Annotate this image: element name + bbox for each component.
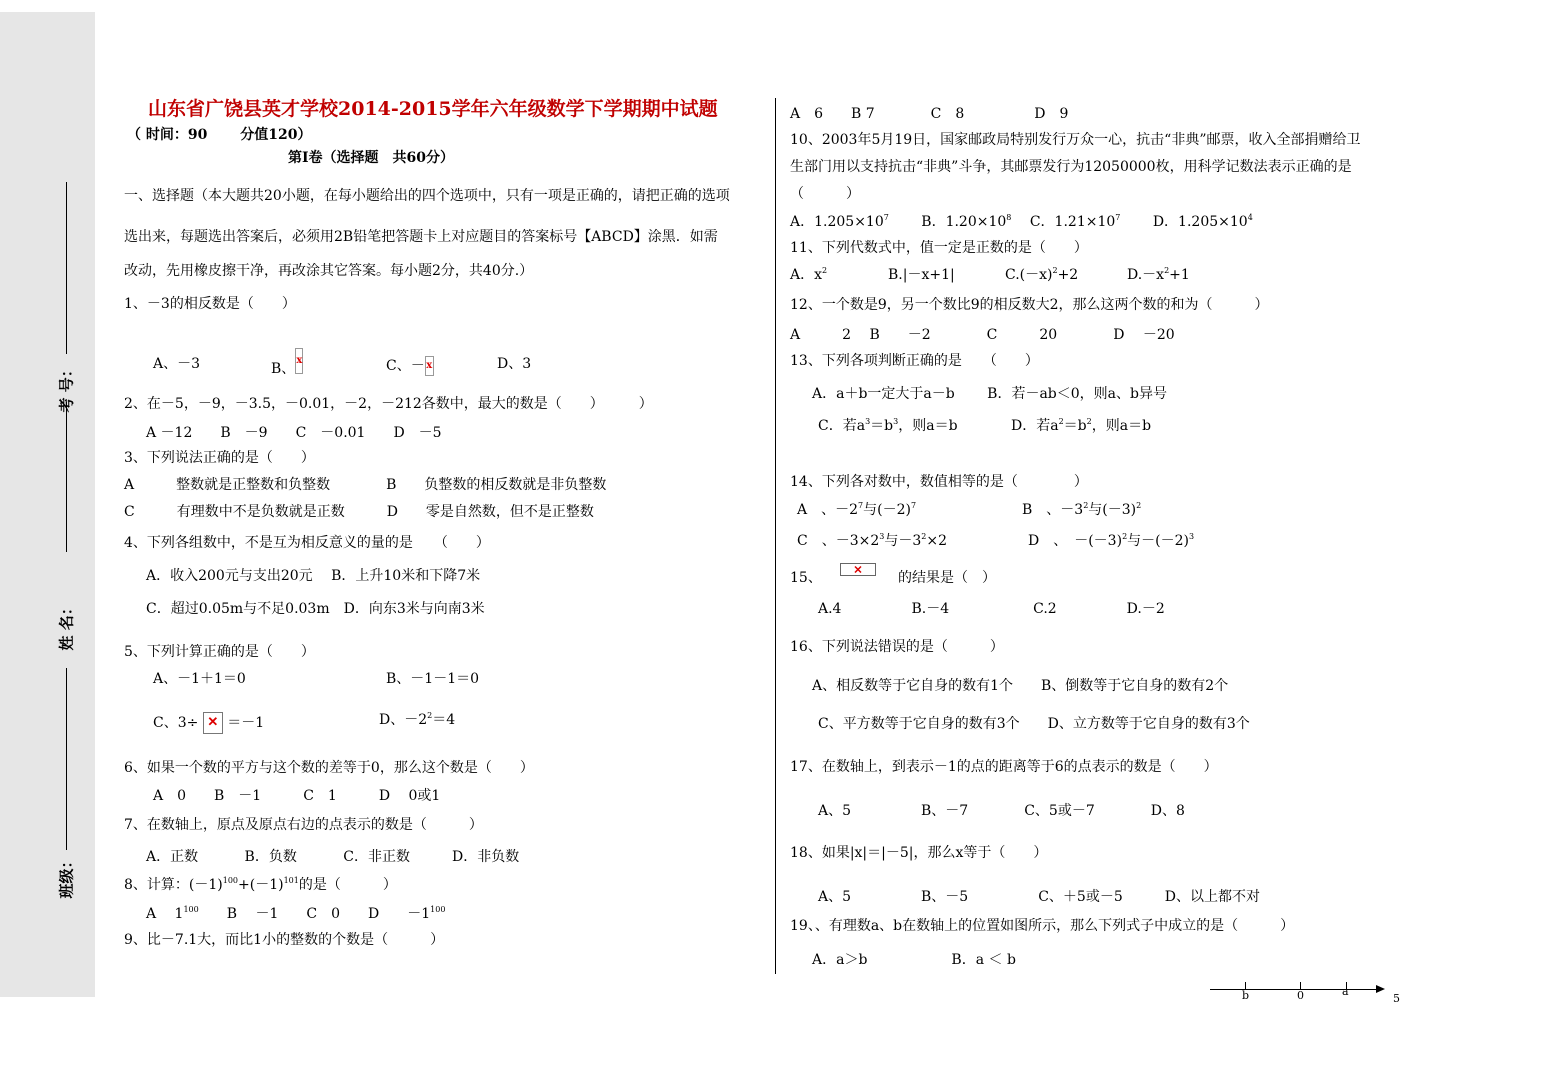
binding-strip [0, 12, 95, 997]
left-text-line-l4: 1、－3的相反数是（ ） [124, 296, 296, 312]
q10-options [790, 214, 1253, 230]
q13-d-exp2: 2 [1086, 417, 1092, 426]
right-text-line-r21: 17、在数轴上，到表示－1的点的距离等于6的点表示的数是（ ） [790, 759, 1218, 775]
q13-d-post: ，则a＝b [1091, 418, 1152, 434]
q10-b: B．1.20×10 [921, 214, 1007, 230]
q13-option-d [1011, 418, 1151, 434]
q10-c: C．1.21×10 [1029, 214, 1116, 230]
q8-opt-a: A 1 [146, 906, 184, 922]
left-text-line-l15: A、－1＋1＝0 [153, 671, 246, 687]
q11-option-b: B.|－x+1| [888, 267, 955, 283]
q5-d-post: ＝4 [432, 712, 456, 728]
q14-c-post: ×2 [926, 533, 948, 549]
right-text-line-r11: A．a＋b一定大于a－b B．若－ab＜0，则a、b异号 [812, 386, 1167, 402]
right-text-line-r25: 19、、有理数a、b在数轴上的位置如图所示，那么下列式子中成立的是（ ） [790, 918, 1295, 934]
exam-no-blank [66, 182, 67, 354]
q8-opt-d-exp: 100 [430, 905, 446, 914]
right-text-line-r1: A 6 B 7 C 8 D 9 [790, 106, 1069, 122]
q5-d-pre: D、－2 [379, 712, 428, 728]
label-zero: 0 [1297, 989, 1304, 1002]
right-text-line-r2: 10、2003年5月19日，国家邮政局特别发行万众一心，抗击“非典”邮票，收入全部捐赠给卫 [790, 132, 1361, 148]
q14-option-a [797, 502, 916, 518]
q1-option-a: A、－3 [153, 356, 201, 372]
right-text-line-r23: 18、如果|x|＝|－5|，那么x等于（ ） [790, 845, 1048, 861]
q11-option-a [790, 267, 827, 283]
right-text-line-r22: A、5 B、－7 C、5或－7 D、8 [818, 803, 1185, 819]
label-a: a [1342, 985, 1349, 998]
q1-option-b [271, 356, 303, 382]
q1-option-b-label: B、 [271, 361, 296, 377]
left-text-line-l12: A．收入200元与支出20元 B．上升10米和下降7米 [146, 568, 481, 584]
q11-d-post: +1 [1169, 267, 1190, 283]
q10-b-exp: 8 [1006, 213, 1012, 222]
broken-image-icon: ✕ [203, 712, 223, 734]
q14-c-exp2: 2 [921, 532, 927, 541]
q5-option-c [153, 712, 264, 734]
q13-option-c [818, 418, 958, 434]
q1-option-c [386, 356, 434, 376]
right-text-line-r16b: 的结果是（ ） [898, 570, 996, 586]
q8-exp2: 101 [283, 876, 299, 885]
page-title: 山东省广饶县英才学校2014-2015学年六年级数学下学期期中试题 [148, 98, 718, 120]
q14-c-mid: 与－3 [884, 533, 922, 549]
exam-no-label: 考 号： [57, 362, 76, 413]
q11-d: D.－x [1127, 267, 1165, 283]
q13-c-pre: C．若a [818, 418, 866, 434]
q14-d-exp1: 2 [1122, 532, 1128, 541]
left-text-line-l11: 4、下列各组数中，不是互为相反意义的量的是 （ ） [124, 535, 490, 551]
left-text-line-l6: 2、在－5，－9，－3.5，－0.01，－2，－212各数中，最大的数是（ ） ） [124, 396, 653, 412]
q13-c-post: ，则a＝b [898, 418, 958, 434]
left-text-line-l14: 5、下列计算正确的是（ ） [124, 644, 315, 660]
q11-option-d [1127, 267, 1190, 283]
left-text-line-l10: C 有理数中不是负数就是正数 D 零是自然数，但不是正整数 [124, 504, 594, 520]
q14-b-exp1: 2 [1083, 501, 1089, 510]
q8-opt-a-exp: 100 [183, 905, 199, 914]
right-text-line-r9: A 2 B －2 C 20 D －20 [790, 327, 1175, 343]
section-title: 第Ⅰ卷（选择题 共60分） [288, 150, 455, 166]
left-text-line-l20: 7、在数轴上，原点及原点右边的点表示的数是（ ） [124, 817, 483, 833]
right-text-line-r4: （ ） [790, 186, 860, 202]
q11-c-exp: 2 [1052, 266, 1058, 275]
broken-image-icon: ✕ [840, 563, 876, 576]
q8-exp1: 100 [222, 876, 239, 885]
left-text-line-l1: 一、选择题（本大题共20小题，在每小题给出的四个选项中，只有一项是正确的，请把正确的选项 [124, 188, 730, 204]
broken-image-icon: x [295, 348, 303, 374]
left-text-line-l9: A 整数就是正整数和负整数 B 负整数的相反数就是非负整数 [124, 477, 607, 493]
exam-no-blank-lower [66, 402, 67, 552]
q5-d-exp: 2 [427, 711, 433, 720]
q1-option-d: D、3 [497, 356, 532, 372]
q8-options [146, 906, 445, 922]
left-text-line-l18: 6、如果一个数的平方与这个数的差等于0，那么这个数是（ ） [124, 760, 534, 776]
page-number: 5 [1393, 992, 1400, 1005]
class-label: 班级： [57, 853, 76, 899]
left-text-line-l21: A．正数 B．负数 C．非正数 D．非负数 [146, 849, 520, 865]
broken-image-icon: x [425, 356, 434, 376]
right-text-line-r26: A．a＞b B．a ＜ b [812, 952, 1016, 968]
right-text-line-r10: 13、下列各项判断正确的是 （ ） [790, 353, 1039, 369]
left-text-line-l24: 9、比－7.1大，而比1小的整数的个数是（ ） [124, 932, 445, 948]
left-text-line-l8: 3、下列说法正确的是（ ） [124, 450, 315, 466]
q14-d-mid: 与－(－2) [1127, 533, 1189, 549]
q10-a-exp: 7 [883, 213, 889, 222]
q14-c-exp1: 3 [879, 532, 885, 541]
q13-d-mid: ＝b [1063, 418, 1087, 434]
q13-d-exp1: 2 [1058, 417, 1064, 426]
q8-b: +(－1) [238, 877, 284, 893]
left-text-line-l16: B、－1－1＝0 [386, 671, 480, 687]
q14-a-exp1: 7 [858, 501, 864, 510]
left-text-line-l19: A 0 B －1 C 1 D 0或1 [153, 788, 441, 804]
right-text-line-r19: A、相反数等于它自身的数有1个 B、倒数等于它自身的数有2个 [812, 678, 1229, 694]
q5-c-post: ＝－1 [227, 715, 265, 731]
name-label: 姓 名： [57, 600, 76, 651]
right-text-line-r8: 12、一个数是9，另一个数比9的相反数大2，那么这两个数的和为（ ） [790, 297, 1269, 313]
q11-d-exp: 2 [1164, 266, 1170, 275]
column-divider [775, 98, 776, 974]
q10-d-exp: 4 [1247, 213, 1253, 222]
q14-c-pre: C 、－3×2 [797, 533, 880, 549]
q1-option-c-label: C、－ [386, 358, 425, 374]
q10-a: A．1.205×10 [790, 214, 884, 230]
q11-option-c [1005, 267, 1078, 283]
q5-c-pre: C、3÷ [153, 715, 199, 731]
q10-c-exp: 7 [1115, 213, 1121, 222]
q14-d-pre: D 、 －(－3) [1028, 533, 1123, 549]
left-text-line-l2: 选出来，每题选出答案后，必须用2B铅笔把答题卡上对应题目的答案标号【ABCD】涂黑．如需 [124, 229, 718, 245]
q11-c-post: +2 [1057, 267, 1079, 283]
right-text-line-r6: 11、下列代数式中，值一定是正数的是（ ） [790, 240, 1088, 256]
q11-a: A．x [790, 267, 823, 283]
right-text-line-r18: 16、下列说法错误的是（ ） [790, 639, 1004, 655]
q11-c: C.(－x) [1005, 267, 1053, 283]
q8-a: 8、计算：(－1) [124, 877, 223, 893]
q14-d-exp2: 3 [1189, 532, 1195, 541]
right-text-line-r20: C、平方数等于它自身的数有3个 D、立方数等于它自身的数有3个 [818, 716, 1250, 732]
left-text-line-l13: C．超过0.05m与不足0.03m D．向东3米与向南3米 [146, 601, 485, 617]
right-text-line-r16: 15、 [790, 570, 822, 586]
right-text-line-r17: A.4 B.－4 C.2 D.－2 [818, 601, 1165, 617]
q8-stem [124, 877, 397, 893]
q8-c: 的是（ ） [298, 877, 397, 893]
q14-a-exp2: 7 [910, 501, 917, 510]
q8-opt-rest: B －1 C 0 D －1 [198, 906, 431, 922]
time-score: （ 时间：90 分值120） [127, 127, 312, 143]
q10-d: D．1.205×10 [1152, 214, 1248, 230]
q11-a-exp: 2 [822, 266, 828, 275]
number-line [1210, 989, 1380, 990]
q13-c-mid: ＝b [870, 418, 894, 434]
number-line-arrow-icon [1376, 985, 1385, 993]
q5-option-d [379, 712, 455, 728]
q14-a-mid: 与(－2) [863, 502, 911, 518]
q14-a-pre: A 、－2 [797, 502, 859, 518]
right-text-line-r24: A、5 B、－5 C、＋5或－5 D、以上都不对 [818, 889, 1260, 905]
left-text-line-l7: A －12 B －9 C －0.01 D －5 [146, 425, 442, 441]
right-text-line-r3: 生部门用以支持抗击“非典”斗争，其邮票发行为12050000枚，用科学记数法表示正确的是 [790, 159, 1352, 175]
q14-b-pre: B 、－3 [1022, 502, 1084, 518]
q14-option-b [1022, 502, 1141, 518]
q14-b-mid: 与(－3) [1088, 502, 1137, 518]
q14-option-d [1028, 533, 1194, 549]
q13-c-exp2: 3 [893, 417, 899, 426]
q13-d-pre: D．若a [1011, 418, 1059, 434]
name-blank [66, 668, 67, 850]
q14-option-c [797, 533, 947, 549]
q14-b-exp2: 2 [1136, 501, 1142, 510]
q13-c-exp1: 3 [865, 417, 871, 426]
right-text-line-r13: 14、下列各对数中，数值相等的是（ ） [790, 474, 1088, 490]
left-text-line-l3: 改动，先用橡皮擦干净，再改涂其它答案。每小题2分，共40分.） [124, 263, 534, 279]
label-b: b [1242, 989, 1250, 1002]
